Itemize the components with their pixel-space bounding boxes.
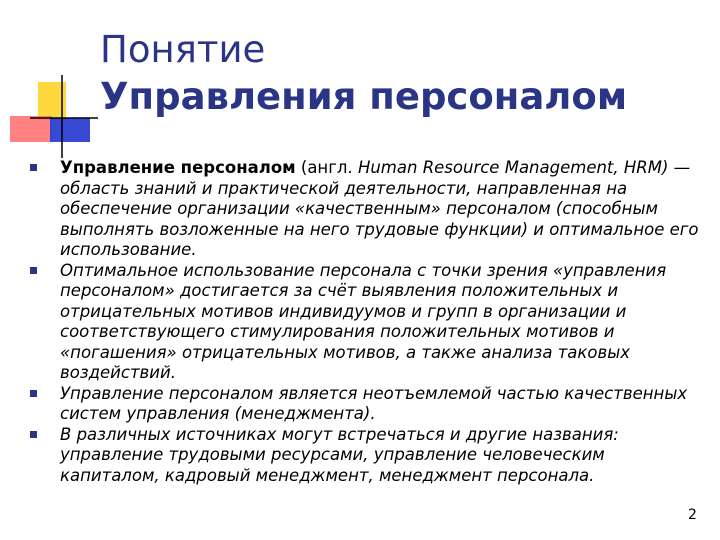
bullet-text: Управление персоналом является неотъемлемой частью качественных систем управления (менеджмента). [60, 383, 688, 423]
decorative-squares [0, 0, 100, 160]
bullet-marker-icon [30, 431, 37, 438]
bullet-term: Управление персоналом [60, 158, 296, 177]
bullet-marker-icon [30, 164, 37, 171]
page-title [100, 26, 627, 120]
bullet-text: Оптимальное использование персонала с точки зрения «управления персоналом» достигается за счёт выявления положительных и отрицательных мотивов индивидуумов и групп в организации и соответствующего стимулирования положительных мотивов и «погашения» отрицательных мотивов, а также анализа таковых воздействий. [60, 260, 667, 382]
title-line-2: Управления персоналом [100, 75, 628, 118]
deco-blue-square [50, 118, 90, 142]
bullet-item [26, 425, 706, 487]
bullet-english-term: Human Resource Management, HRM) [357, 158, 669, 177]
bullet-text: В различных источниках могут встречаться и другие названия: управление трудовыми ресурсами, управление человеческим капиталом, кадровый менеджмент, менеджмент персонала. [60, 424, 619, 485]
bullet-text: — область знаний и практической деятельности, направленная на обеспечение организации «качественным» персоналом (способным выполнять возложенные на него трудовые функции) и оптимальное его использование. [60, 158, 699, 259]
bullet-list [26, 158, 706, 486]
bullet-marker-icon [30, 390, 37, 397]
deco-red-square [10, 116, 52, 142]
bullet-text: (англ. [295, 158, 358, 177]
page-number: 2 [688, 507, 697, 523]
bullet-marker-icon [30, 267, 37, 274]
title-line-1: Понятие [100, 28, 266, 71]
bullet-item [26, 261, 706, 384]
bullet-item [26, 158, 706, 261]
bullet-item [26, 384, 706, 425]
